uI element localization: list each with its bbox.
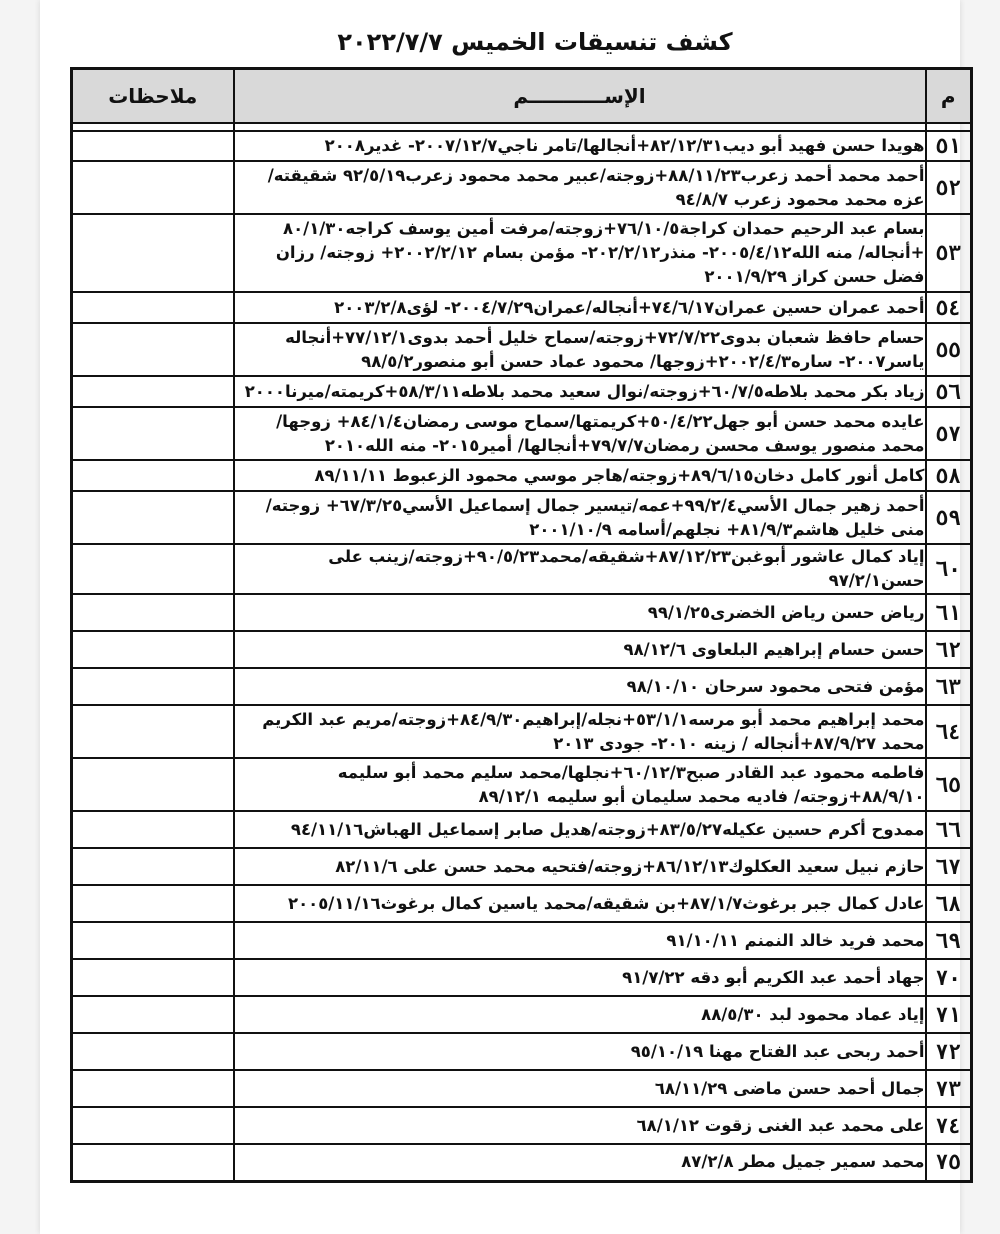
row-number: ٥٧	[926, 407, 972, 460]
row-number: ٦٢	[926, 631, 972, 668]
table-row	[72, 323, 972, 376]
table-row	[72, 214, 972, 292]
row-notes	[72, 922, 234, 959]
row-number: ٦٦	[926, 811, 972, 848]
row-notes	[72, 1107, 234, 1144]
row-number: ٧٠	[926, 959, 972, 996]
table-row	[72, 1033, 972, 1070]
table-row	[72, 376, 972, 407]
row-name: كامل أنور كامل دخان٨٩/٦/١٥+زوجته/هاجر موسي محمود الزعبوط ٨٩/١١/١١	[234, 460, 926, 491]
table-row	[72, 1107, 972, 1144]
table-row	[72, 292, 972, 323]
row-notes	[72, 758, 234, 811]
row-number: ٦٤	[926, 705, 972, 758]
coordination-table	[70, 67, 973, 1183]
table-row	[72, 848, 972, 885]
row-notes	[72, 668, 234, 705]
row-notes	[72, 1144, 234, 1181]
table-row	[72, 460, 972, 491]
row-notes	[72, 811, 234, 848]
row-notes	[72, 848, 234, 885]
row-number: ٧١	[926, 996, 972, 1033]
row-notes	[72, 959, 234, 996]
table-row	[72, 758, 972, 811]
row-number: ٦٩	[926, 922, 972, 959]
row-name: إياد كمال عاشور أبوغبن٨٧/١٢/٢٣+شقيقه/محمد٩٠/٥/٢٣+زوجته/زينب على حسن٩٧/٢/١	[234, 544, 926, 594]
row-number: ٦٥	[926, 758, 972, 811]
row-notes	[72, 292, 234, 323]
row-number: ٦٧	[926, 848, 972, 885]
row-notes	[72, 885, 234, 922]
row-notes	[72, 996, 234, 1033]
row-name: أحمد محمد أحمد زعرب٨٨/١١/٢٣+زوجته/عبير محمد محمود زعرب٩٢/٥/١٩ شقيقته/ عزه محمد محمود زعرب ٩٤/٨/٧	[234, 161, 926, 214]
row-name: ممدوح أكرم حسين عكيله٨٣/٥/٢٧+زوجته/هديل صابر إسماعيل الهباش٩٤/١١/١٦	[234, 811, 926, 848]
row-name: أحمد ربحى عبد الفتاح مهنا ٩٥/١٠/١٩	[234, 1033, 926, 1070]
table-header-row	[72, 69, 972, 124]
table-row	[72, 705, 972, 758]
row-notes	[72, 705, 234, 758]
row-notes	[72, 460, 234, 491]
row-number: ٦٨	[926, 885, 972, 922]
row-number: ٥٣	[926, 214, 972, 292]
header-number: م	[926, 69, 972, 124]
row-name: أحمد عمران حسين عمران٧٤/٦/١٧+أنجاله/عمران٢٠٠٤/٧/٢٩- لؤى٢٠٠٣/٢/٨	[234, 292, 926, 323]
row-name: إياد عماد محمود لبد ٨٨/٥/٣٠	[234, 996, 926, 1033]
table-row	[72, 131, 972, 161]
row-name: حسن حسام إبراهيم البلعاوى ٩٨/١٢/٦	[234, 631, 926, 668]
row-name: أحمد زهير جمال الأسي٩٩/٢/٤+عمه/تيسير جمال إسماعيل الأسي٦٧/٣/٢٥+ زوجته/منى خليل هاشم٨١/٩/٣+ نجلهم/أسامه ٢٠٠١/١٠/٩	[234, 491, 926, 544]
table-row	[72, 594, 972, 631]
row-notes	[72, 491, 234, 544]
row-name: جهاد أحمد عبد الكريم أبو دقه ٩١/٧/٢٢	[234, 959, 926, 996]
row-number: ٥٩	[926, 491, 972, 544]
row-notes	[72, 131, 234, 161]
row-number: ٦٠	[926, 544, 972, 594]
table-row	[72, 631, 972, 668]
row-name: محمد فريد خالد النمنم ٩١/١٠/١١	[234, 922, 926, 959]
row-number: ٧٢	[926, 1033, 972, 1070]
table-row	[72, 407, 972, 460]
row-name: فاطمه محمود عبد القادر صبح٦٠/١٢/٣+نجلها/محمد سليم محمد أبو سليمه ٨٨/٩/١٠+زوجته/ فاديه محمد سليمان أبو سليمه ٨٩/١٢/١	[234, 758, 926, 811]
document-page	[40, 0, 960, 1234]
table-row	[72, 544, 972, 594]
row-number: ٧٥	[926, 1144, 972, 1181]
table-row	[72, 1070, 972, 1107]
row-number: ٥١	[926, 131, 972, 161]
row-number: ٥٥	[926, 323, 972, 376]
table-row	[72, 922, 972, 959]
row-name: حسام حافظ شعبان بدوى٧٢/٧/٢٢+زوجته/سماح خليل أحمد بدوى٧٧/١٢/١+أنجاله ياسر٢٠٠٧- ساره٢٠٠٢/٤/٣+زوجها/ محمود عماد حسن أبو منصور٩٨/٥/٢	[234, 323, 926, 376]
row-name: محمد سمير جميل مطر ٨٧/٢/٨	[234, 1144, 926, 1181]
row-number: ٥٢	[926, 161, 972, 214]
row-notes	[72, 407, 234, 460]
row-number: ٦٣	[926, 668, 972, 705]
table-row	[72, 161, 972, 214]
row-name: زياد بكر محمد بلاطه٦٠/٧/٥+زوجته/نوال سعيد محمد بلاطه٥٨/٣/١١+كريمته/ميرنا٢٠٠٠	[234, 376, 926, 407]
table-row	[72, 811, 972, 848]
table-row	[72, 491, 972, 544]
table-row	[72, 668, 972, 705]
row-notes	[72, 376, 234, 407]
header-spacer	[72, 123, 972, 131]
row-number: ٥٦	[926, 376, 972, 407]
row-notes	[72, 1033, 234, 1070]
row-notes	[72, 544, 234, 594]
row-number: ٦١	[926, 594, 972, 631]
table-row	[72, 996, 972, 1033]
header-name: الإســـــــــــم	[234, 69, 926, 124]
row-name: محمد إبراهيم محمد أبو مرسه٥٣/١/١+نجله/إبراهيم٨٤/٩/٣٠+زوجته/مريم عبد الكريم محمد ٨٧/٩/٢٧+أنجاله / زينه ٢٠١٠- جودى ٢٠١٣	[234, 705, 926, 758]
row-name: عادل كمال جبر برغوث٨٧/١/٧+بن شقيقه/محمد ياسين كمال برغوث٢٠٠٥/١١/١٦	[234, 885, 926, 922]
table-row	[72, 1144, 972, 1181]
page-title: كشف تنسيقات الخميس ٢٠٢٢/٧/٧	[337, 28, 733, 56]
row-name: جمال أحمد حسن ماضى ٦٨/١١/٢٩	[234, 1070, 926, 1107]
row-number: ٧٣	[926, 1070, 972, 1107]
table-row	[72, 885, 972, 922]
row-number: ٥٤	[926, 292, 972, 323]
row-name: بسام عبد الرحيم حمدان كراجة٧٦/١٠/٥+زوجته/مرفت أمين يوسف كراجه٨٠/١/٣٠ +أنجاله/ منه الله٢٠٠٥/٤/١٢- منذر٢٠٢/٢/١٢- مؤمن بسام ٢٠٠٢/٢/١٢+ زوجته/ رزان فضل حسن كراز ٢٠٠١/٩/٢٩	[234, 214, 926, 292]
row-notes	[72, 1070, 234, 1107]
row-name: عايده محمد حسن أبو جهل٥٠/٤/٢٢+كريمتها/سماح موسى رمضان٨٤/١/٤+ زوجها/محمد منصور يوسف محسن رمضان٧٩/٧/٧+أنجالها/ أمير٢٠١٥- منه الله٢٠١٠	[234, 407, 926, 460]
row-name: حازم نبيل سعيد العكلوك٨٦/١٢/١٣+زوجته/فتحيه محمد حسن على ٨٢/١١/٦	[234, 848, 926, 885]
row-name: هويدا حسن فهيد أبو ديب٨٢/١٢/٣١+أنجالها/تامر ناجي٢٠٠٧/١٢/٧- غدير٢٠٠٨	[234, 131, 926, 161]
row-name: رياض حسن رياض الخضرى٩٩/١/٢٥	[234, 594, 926, 631]
row-number: ٥٨	[926, 460, 972, 491]
row-notes	[72, 323, 234, 376]
table-row	[72, 959, 972, 996]
row-notes	[72, 161, 234, 214]
row-name: مؤمن فتحى محمود سرحان ٩٨/١٠/١٠	[234, 668, 926, 705]
row-notes	[72, 214, 234, 292]
row-notes	[72, 631, 234, 668]
header-notes: ملاحظات	[72, 69, 234, 124]
row-number: ٧٤	[926, 1107, 972, 1144]
row-notes	[72, 594, 234, 631]
row-name: على محمد عبد الغنى زقوت ٦٨/١/١٢	[234, 1107, 926, 1144]
